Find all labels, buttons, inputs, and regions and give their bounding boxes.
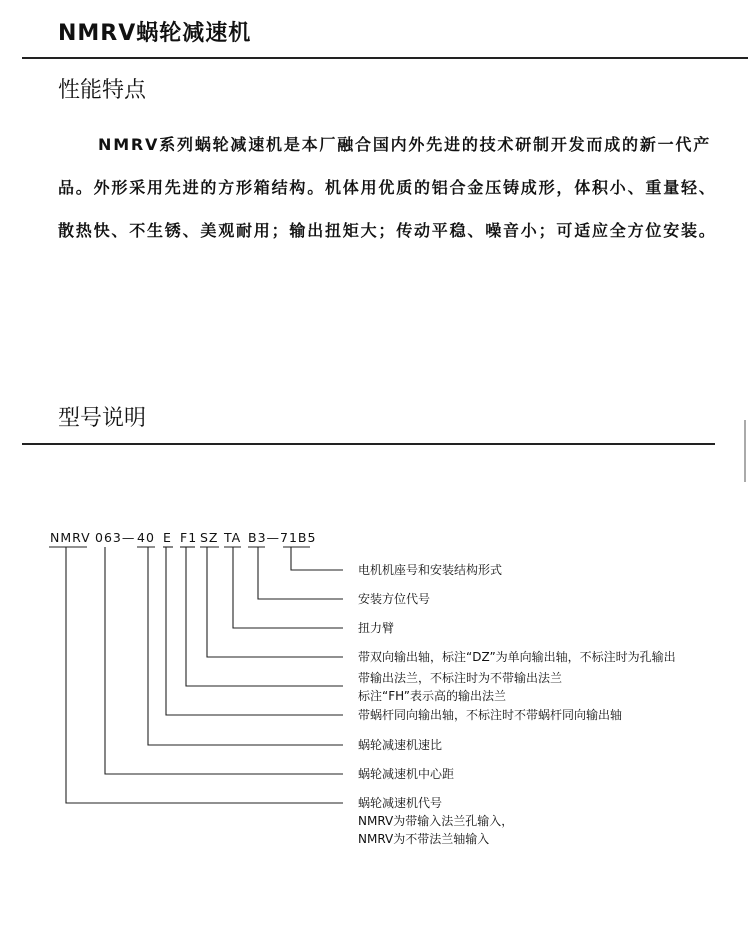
leader-torque-arm: [233, 547, 343, 628]
leader-lines: [66, 547, 343, 803]
leader-motor-frame: [291, 547, 343, 570]
desc-worm-shaft: 带蜗杆同向输出轴，不标注时不带蜗杆同向输出轴: [358, 708, 623, 722]
section-divider: [22, 443, 715, 445]
descriptions: [358, 562, 676, 846]
code-line: [50, 530, 316, 545]
code-segment-nmrv: NMRV: [50, 530, 91, 545]
code-segment-center-distance: 063—: [95, 530, 136, 545]
page-title: NMRV蜗轮减速机: [58, 21, 252, 46]
leader-output-shaft: [207, 547, 343, 657]
section-title-model: 型号说明: [58, 406, 147, 431]
desc-mount-position: 安装方位代号: [358, 592, 431, 606]
code-segment-f1: F1: [180, 530, 198, 545]
code-segment-ratio: 40: [137, 530, 155, 545]
model-code-diagram: [0, 520, 750, 880]
leader-worm-shaft: [166, 547, 343, 715]
desc-center-distance: 蜗轮减速机中心距: [358, 767, 455, 781]
code-segment-e: E: [163, 530, 172, 545]
desc-reducer-code-3: NMRV为不带法兰轴输入: [358, 832, 490, 846]
code-segment-sz: SZ: [200, 530, 219, 545]
leader-mount-position: [258, 547, 343, 599]
section-title-features: 性能特点: [58, 78, 147, 103]
leader-center-distance: [105, 547, 343, 774]
desc-torque-arm: 扭力臂: [358, 621, 395, 635]
desc-output-shaft: 带双向输出轴，标注“DZ”为单向输出轴，不标注时为孔输出: [358, 650, 676, 664]
desc-motor-frame: 电机机座号和安装结构形式: [358, 563, 503, 577]
desc-output-flange-1: 带输出法兰，不标注时为不带输出法兰: [358, 671, 563, 685]
code-segment-mount: B3—71B5: [248, 530, 317, 545]
leader-output-flange: [186, 547, 343, 686]
desc-reducer-code-2: NMRV为带输入法兰孔输入，: [358, 814, 514, 828]
desc-ratio: 蜗轮减速机速比: [358, 738, 443, 752]
leader-reducer-code: [66, 547, 343, 803]
title-divider: [22, 57, 748, 59]
desc-reducer-code-1: 蜗轮减速机代号: [358, 796, 443, 810]
features-paragraph: NMRV系列蜗轮减速机是本厂融合国内外先进的技术研制开发而成的新一代产品。外形采用先进的方形箱结构。机体用优质的铝合金压铸成形，体积小、重量轻、散热快、不生锈、美观耐用；输出扭矩大；传动平稳、噪音小；可适应全方位安装。: [58, 135, 717, 240]
code-segment-ta: TA: [224, 530, 242, 545]
desc-output-flange-2: 标注“FH”表示高的输出法兰: [358, 689, 506, 703]
scrollbar-thumb[interactable]: [744, 420, 746, 482]
